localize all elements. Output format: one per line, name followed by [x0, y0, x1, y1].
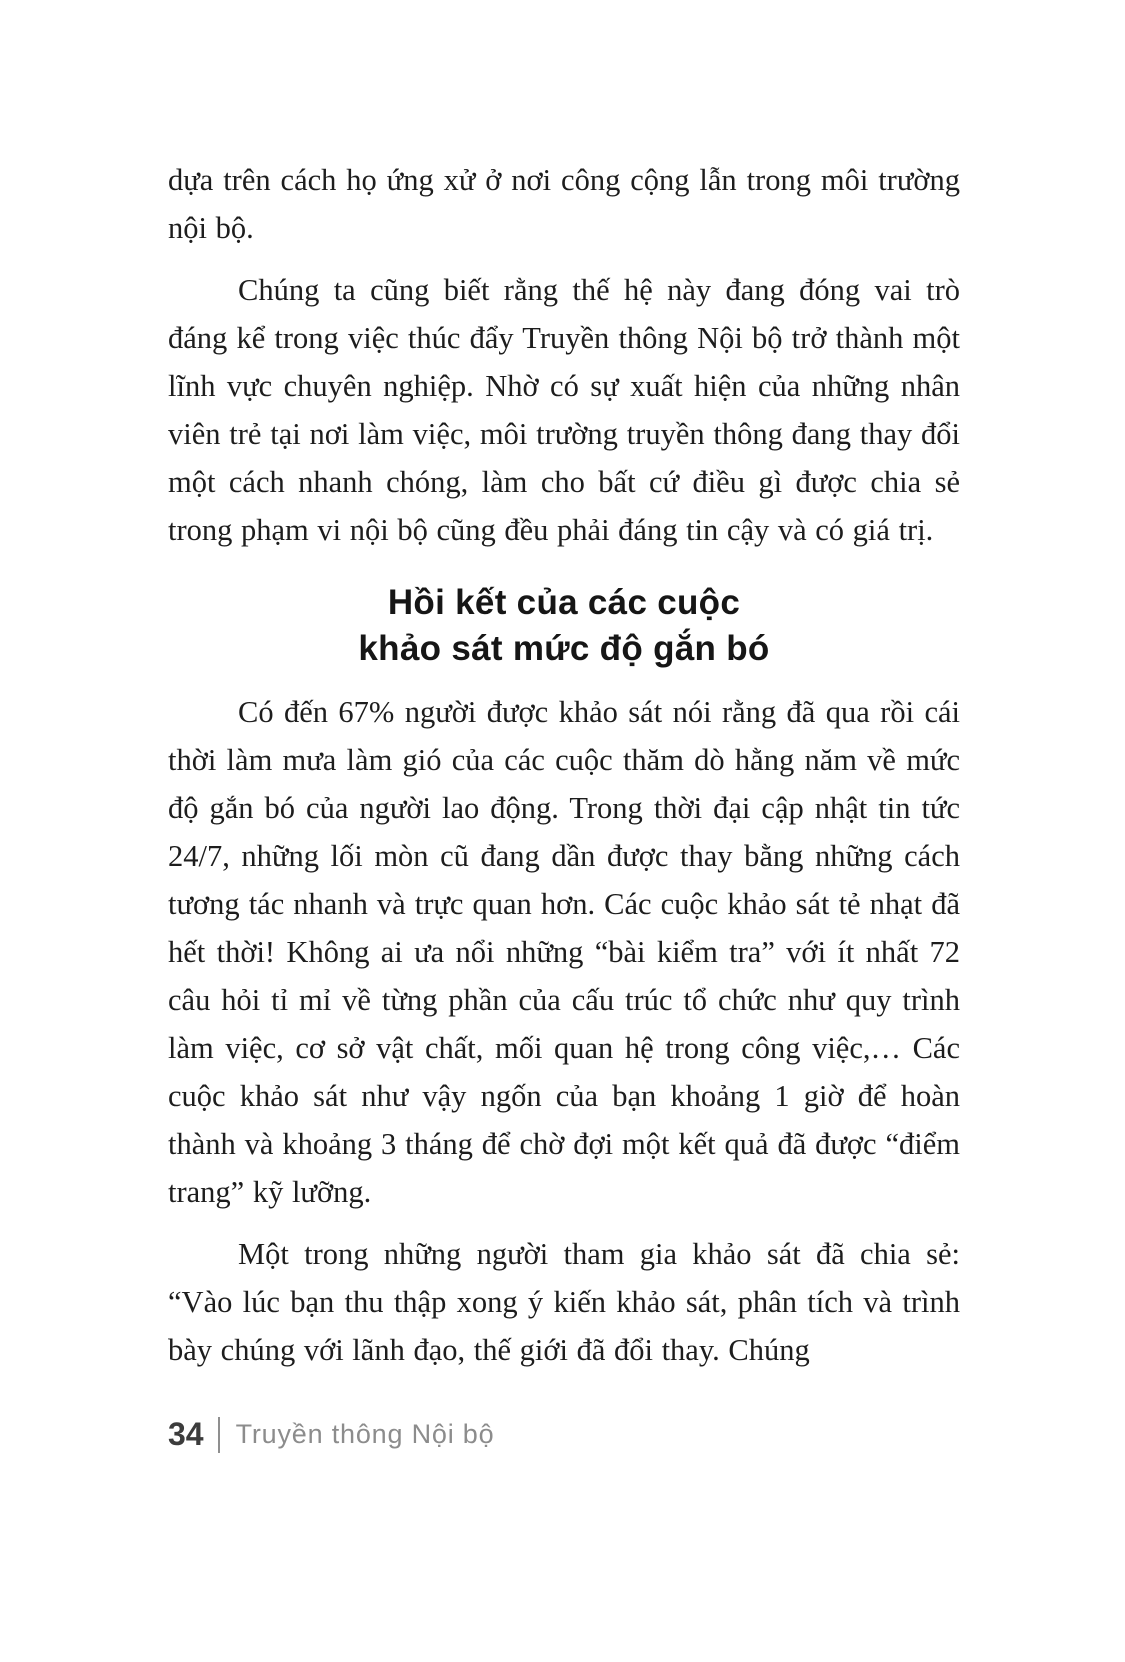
section-heading — [168, 580, 960, 672]
section-heading-line1: Hồi kết của các cuộc — [387, 583, 741, 622]
footer-divider — [218, 1417, 220, 1453]
page-number: 34 — [168, 1416, 204, 1452]
paragraph: Một trong những người tham gia khảo sát đã chia sẻ: “Vào lúc bạn thu thập xong ý kiến khảo sát, phân tích và trình bày chúng với lãnh đạo, thế giới đã đổi thay. Chúng — [168, 1237, 960, 1367]
text-block — [168, 156, 960, 1388]
paragraph: Chúng ta cũng biết rằng thế hệ này đang đóng vai trò đáng kể trong việc thúc đẩy Truyền thông Nội bộ trở thành một lĩnh vực chuyên nghiệp. Nhờ có sự xuất hiện của những nhân viên trẻ tại nơi làm việc, môi trường truyền thông đang thay đổi một cách nhanh chóng, làm cho bất cứ điều gì được chia sẻ trong phạm vi nội bộ cũng đều phải đáng tin cậy và có giá trị. — [168, 273, 960, 547]
paragraph-continuation: dựa trên cách họ ứng xử ở nơi công cộng lẫn trong môi trường nội bộ. — [168, 163, 960, 245]
page-footer — [168, 1416, 494, 1453]
paragraph: Có đến 67% người được khảo sát nói rằng đã qua rồi cái thời làm mưa làm gió của các cuộc thăm dò hằng năm về mức độ gắn bó của người lao động. Trong thời đại cập nhật tin tức 24/7, những lối mòn cũ đang dần được thay bằng những cách tương tác nhanh và trực quan hơn. Các cuộc khảo sát tẻ nhạt đã hết thời! Không ai ưa nổi những “bài kiểm tra” với ít nhất 72 câu hỏi tỉ mỉ về từng phần của cấu trúc tổ chức như quy trình làm việc, cơ sở vật chất, mối quan hệ trong công việc,… Các cuộc khảo sát như vậy ngốn của bạn khoảng 1 giờ để hoàn thành và khoảng 3 tháng để chờ đợi một kết quả đã được “điểm trang” kỹ lưỡng. — [168, 695, 960, 1209]
book-title: Truyền thông Nội bộ — [235, 1419, 495, 1449]
section-heading-line2: khảo sát mức độ gắn bó — [358, 629, 770, 668]
